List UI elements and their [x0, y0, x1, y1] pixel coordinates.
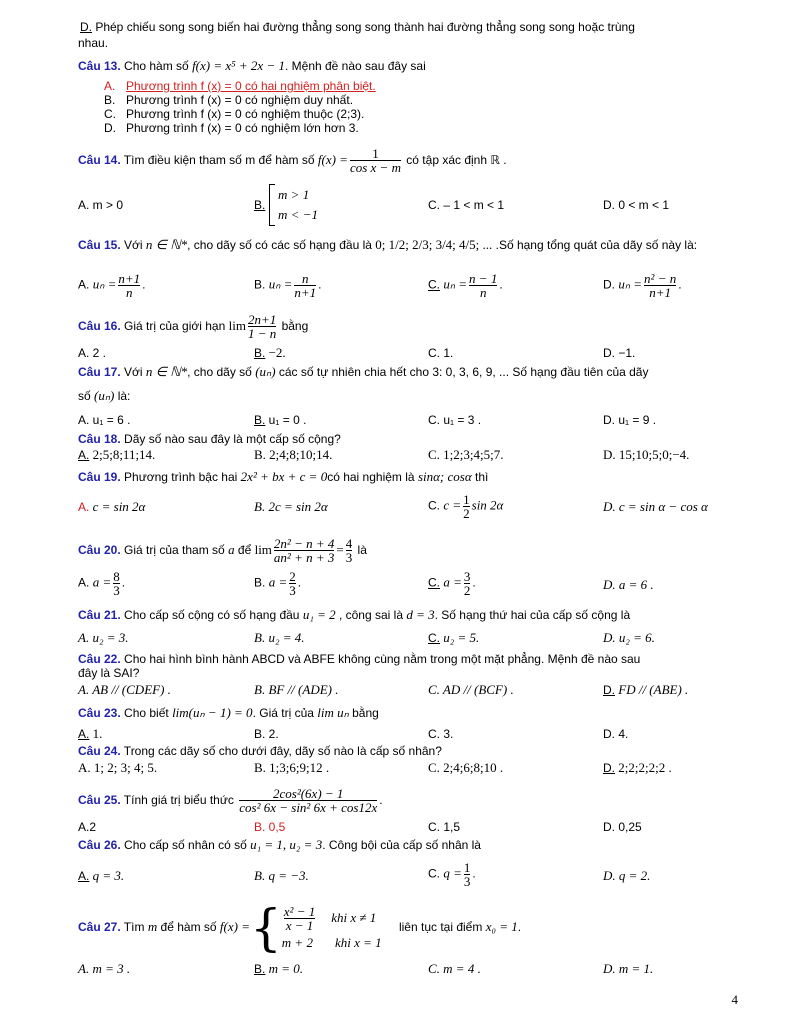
q15-answer-b[interactable]: B. uₙ = $\frac{n}{n+1}$ . [254, 271, 322, 300]
denominator: 2 [463, 506, 470, 521]
q13-option-d[interactable] [104, 122, 359, 135]
question-stem: Cho cấp số nhân có số [120, 838, 251, 852]
option-text: nhau. [78, 36, 109, 50]
q19-answer-d[interactable]: D. c = sin α − cos α [603, 499, 708, 514]
q26-answer-d[interactable]: D. q = 2. [603, 868, 651, 883]
option-letter: D. [104, 121, 116, 135]
page-number: 4 [731, 992, 738, 1007]
condition: n ∈ ℕ* [145, 364, 188, 379]
question-stem: Phương trình bậc hai [120, 470, 241, 484]
question-stem: , cho dãy số có các số hạng đầu là [187, 238, 376, 252]
text: là: [114, 389, 131, 403]
question-tail: . Số hạng thứ hai của cấp số cộng là [434, 608, 631, 622]
option-text: c = sin 2α [89, 499, 146, 514]
question-stem: Giá trị của giới hạn [120, 319, 229, 333]
common-difference: d = 3 [406, 607, 435, 622]
q15-answer-d[interactable]: D. uₙ = $\frac{\text{n² − n}}{n+1}$ . [603, 271, 682, 300]
q18-answer-b[interactable]: B. 2;4;8;10;14. [254, 447, 333, 462]
variable: a [228, 542, 235, 557]
question-stem: Cho cấp số cộng có số hạng đầu [120, 608, 303, 622]
question-stem: Tìm [120, 920, 148, 934]
formula-lhs: f(x) = [317, 152, 348, 167]
option-letter: B. [104, 93, 116, 107]
question-label: Câu 18. [78, 432, 121, 446]
q22-answer-d[interactable] [603, 683, 688, 697]
question-label: Câu 17. [78, 365, 121, 379]
option-letter: D. [603, 277, 615, 292]
question-21 [78, 608, 738, 622]
sequence: 0; 1/2; 2/3; 3/4; 4/5; ... [375, 237, 493, 252]
given: lim(uₙ − 1) = 0 [172, 705, 253, 720]
option-letter: B. [254, 575, 266, 590]
fraction [346, 537, 353, 564]
denominator: 3 [289, 583, 296, 598]
question-stem: có hai nghiệm là [327, 470, 418, 484]
fraction [350, 147, 401, 174]
variable: m [147, 919, 158, 934]
q24-answer-b[interactable]: B. 1;3;6;9;12 . [254, 760, 330, 775]
denominator: x − 1 [285, 918, 314, 934]
q27-answer-d[interactable]: D. m = 1. [603, 961, 654, 976]
question-14 [78, 146, 738, 174]
question-tail: . Mệnh đề nào sau đây sai [284, 59, 426, 73]
q17-answer-d[interactable]: D. u₁ = 9 . [603, 413, 657, 427]
option-text: Phương trình f (x) = 0 có nghiệm thuộc (2;3). [126, 107, 365, 121]
q14-answer-b[interactable] [254, 184, 318, 226]
condition: n ∈ ℕ* [145, 237, 188, 252]
question-stem: Cho hai hình bình hành ABCD và ABFE không cùng nằm trong một mặt phẳng. Mệnh đề nào sau [120, 652, 641, 666]
q22-answer-b[interactable]: B. BF // (ADE) . [254, 682, 339, 697]
q21-answer-c[interactable] [428, 631, 479, 645]
q14-answer-c[interactable]: C. – 1 < m < 1 [428, 198, 505, 212]
question-24 [78, 744, 738, 758]
option-text: u₂ = 5. [440, 630, 480, 645]
option-text: 2;2;2;2;2 . [615, 760, 672, 775]
option-letter: C. [104, 107, 116, 121]
sequence-name: (uₙ) [94, 388, 115, 403]
q15-answer-c[interactable]: C. uₙ = $\frac{n - 1}{n}$ . [428, 271, 503, 300]
question-tail: . Công bội của cấp số nhân là [322, 838, 481, 852]
numerator: 2n² − n + 4 [273, 536, 335, 552]
case-1: m > 1 [278, 187, 310, 202]
q22-answer-a[interactable]: A. AB // (CDEF) . [78, 682, 171, 697]
option-letter: A. [78, 727, 90, 741]
q25-answer-d[interactable]: D. 0,25 [603, 820, 642, 834]
value: m + 2 [281, 935, 313, 951]
numerator: 1 [372, 146, 379, 162]
option-text: −2. [265, 345, 286, 360]
question-20 [78, 536, 738, 564]
sequence-name: (uₙ) [255, 364, 276, 379]
question-23 [78, 706, 738, 720]
option-letter: D. [603, 683, 615, 697]
question-stem: , cho dãy số [187, 365, 256, 379]
q16-answer-c[interactable]: C. 1. [428, 346, 454, 360]
question-stem: Cho biết [120, 706, 173, 720]
q19-answer-a[interactable] [78, 500, 145, 514]
q17-answer-b[interactable] [254, 413, 306, 427]
bracket [269, 184, 275, 226]
numerator: n − 1 [469, 271, 498, 286]
option-text: 2;5;8;11;14. [89, 447, 156, 462]
option-letter: D. [603, 761, 615, 775]
q24-answer-d[interactable] [603, 761, 672, 775]
option-letter: B. [254, 413, 266, 427]
formula-lhs: f(x) = [219, 919, 250, 934]
option-letter: B. [254, 277, 266, 292]
numerator: 2cos²(6x) − 1 [273, 786, 344, 802]
denominator: cos x − m [349, 160, 401, 176]
fraction [284, 905, 315, 932]
denominator: 3 [463, 874, 471, 889]
denominator: 3 [345, 550, 353, 566]
numerator: 1 [463, 860, 471, 875]
question-stem: . Giá trị của [252, 706, 318, 720]
question-label: Câu 27. [78, 920, 121, 934]
question-tail: . [517, 920, 522, 934]
question-label: Câu 26. [78, 838, 121, 852]
lhs: q = [443, 865, 462, 881]
option-text: Phương trình f (x) = 0 có nghiệm duy nhất. [126, 93, 354, 107]
option-text: FD // (ABE) . [615, 682, 689, 697]
ask: lim uₙ [317, 705, 349, 720]
question-27 [78, 898, 738, 956]
q26-answer-c[interactable]: C. q = $\frac{1}{3}$ . [428, 860, 476, 889]
q20-answer-c[interactable]: C. a = $\frac{3}{2}$ . [428, 569, 476, 598]
q19-answer-c[interactable] [428, 493, 503, 520]
denominator: 1 − n [247, 326, 277, 342]
q20-answer-a[interactable]: A. a = $\frac{8}{3}$ . [78, 569, 126, 598]
q21-answer-d[interactable]: D. u₂ = 6. [603, 630, 655, 645]
fraction [464, 570, 471, 597]
option-letter: A. [104, 79, 116, 93]
piece-2 [282, 936, 382, 950]
numerator: 4 [345, 536, 353, 552]
option-letter: A. [78, 575, 90, 590]
q16-answer-b[interactable] [254, 346, 286, 360]
denominator: an² + n + 3 [273, 550, 335, 566]
denominator: n+1 [644, 285, 676, 299]
fraction [113, 570, 120, 597]
q13-option-b[interactable] [104, 94, 353, 107]
numerator: 8 [113, 569, 120, 584]
q18-answer-a[interactable] [78, 448, 155, 462]
question-label: Câu 16. [78, 319, 121, 333]
question-15 [78, 238, 738, 252]
question-stem: Tính giá trị biểu thức [120, 793, 238, 807]
option-letter: B. [254, 198, 266, 212]
question-tail: có tập xác định ℝ . [402, 153, 507, 167]
lhs: uₙ = [443, 276, 468, 292]
fraction [248, 313, 276, 340]
lhs: a = [443, 574, 462, 590]
question-stem: đây là SAI? [78, 666, 140, 680]
first-term: u₁ = 2 [302, 607, 336, 622]
q18-answer-c[interactable]: C. 1;2;3;4;5;7. [428, 447, 504, 462]
q17-answer-a[interactable]: A. u₁ = 6 . [78, 413, 131, 427]
option-letter: B. [254, 346, 266, 360]
option-letter: C. [428, 498, 440, 513]
point: x₀ = 1 [485, 919, 518, 934]
q23-answer-c[interactable]: C. 3. [428, 727, 454, 741]
lhs: uₙ = [268, 276, 293, 292]
q14-answer-a[interactable]: A. m > 0 [78, 198, 124, 212]
question-stem: Với [120, 365, 146, 379]
q21-answer-b[interactable]: B. u₂ = 4. [254, 630, 305, 645]
q20-answer-d[interactable]: D. a = 6 . [603, 577, 654, 592]
question-label: Câu 15. [78, 238, 121, 252]
q25-answer-c[interactable]: C. 1,5 [428, 820, 461, 834]
question-stem: Trong các dãy số cho dưới đây, dãy số nào là cấp số nhân? [120, 744, 442, 758]
numerator: 2n+1 [247, 312, 277, 328]
numerator: 2 [289, 569, 296, 584]
terms: u₁ = 1, u₂ = 3 [250, 837, 323, 852]
q24-answer-c[interactable]: C. 2;4;6;8;10 . [428, 760, 504, 775]
q23-answer-d[interactable]: D. 4. [603, 727, 629, 741]
denominator: n+1 [294, 285, 317, 300]
question-26 [78, 838, 738, 852]
q26-answer-b[interactable]: B. q = −3. [254, 868, 309, 883]
option-d-line [78, 20, 738, 34]
numerator: 3 [463, 569, 471, 584]
question-label: Câu 21. [78, 608, 121, 622]
q22-answer-c[interactable]: C. AD // (BCF) . [428, 682, 514, 697]
numerator: n [302, 271, 309, 286]
denominator: 3 [113, 583, 120, 598]
question-25 [78, 786, 738, 814]
question-tail: là [354, 543, 367, 557]
lhs: a = [268, 574, 288, 590]
fraction [464, 861, 471, 888]
q18-answer-d[interactable]: D. 15;10;5;0;−4. [603, 447, 690, 462]
q27-answer-b[interactable] [254, 962, 303, 976]
question-label: Câu 23. [78, 706, 121, 720]
option-letter: C. [428, 866, 440, 881]
question-label: Câu 14. [78, 153, 121, 167]
option-letter: A. [78, 500, 90, 514]
question-19 [78, 470, 738, 484]
fraction [118, 272, 140, 299]
roots: sinα; cosα [417, 469, 472, 484]
q23-answer-b[interactable]: B. 2. [254, 727, 279, 741]
question-13 [78, 59, 738, 73]
q16-answer-a[interactable]: A. 2 . [78, 346, 107, 360]
option-letter: B. [254, 962, 266, 976]
q25-answer-a[interactable]: A.2 [78, 820, 97, 834]
option-text: 1. [89, 726, 103, 741]
condition: khi x ≠ 1 [331, 910, 377, 925]
numerator: n+1 [118, 271, 141, 286]
equals: = [336, 542, 344, 557]
option-letter: A. [78, 277, 90, 292]
option-d-continuation [78, 36, 738, 50]
option-text: m = 0. [265, 961, 304, 976]
q17-answer-c[interactable]: C. u₁ = 3 . [428, 413, 482, 427]
numerator: 1 [463, 492, 470, 507]
numerator: n² − n [644, 271, 677, 286]
question-tail: bằng [348, 706, 379, 720]
question-stem: các số tự nhiên chia hết cho 3: 0, 3, 6, 9, ... Số hạng đầu tiên của dãy [275, 365, 649, 379]
q25-answer-b[interactable]: B. 0,5 [254, 820, 286, 834]
question-17-continuation [78, 389, 738, 403]
denominator: n [469, 285, 497, 299]
rhs: sin 2α [471, 497, 504, 513]
piecewise [282, 905, 382, 950]
lhs: a = [92, 574, 112, 590]
question-label: Câu 20. [78, 543, 121, 557]
question-label: Câu 13. [78, 59, 121, 73]
question-17 [78, 365, 738, 379]
question-tail: thì [471, 470, 489, 484]
question-tail: . [379, 793, 383, 807]
question-22-continuation [78, 666, 738, 680]
question-stem: Tìm điều kiện tham số m để hàm số [120, 153, 318, 167]
question-tail: bằng [278, 319, 309, 333]
fraction [294, 272, 316, 299]
lhs: c = [443, 497, 462, 513]
text: số [78, 389, 95, 403]
q16-answer-d[interactable]: D. −1. [603, 346, 636, 360]
numerator: x² − 1 [283, 904, 316, 920]
option-text: Phương trình f (x) = 0 có hai nghiệm phân biệt. [126, 79, 376, 93]
q19-answer-b[interactable]: B. 2c = sin 2α [254, 499, 328, 514]
denominator: 2 [463, 583, 471, 598]
option-letter: C. [428, 277, 440, 292]
lhs: uₙ = [92, 276, 117, 292]
question-tail: .Số hạng tổng quát của dãy số này là: [492, 238, 698, 252]
question-stem: để hàm số [157, 920, 220, 934]
fraction [274, 537, 334, 564]
q27-answer-c[interactable]: C. m = 4 . [428, 961, 481, 976]
question-stem: , công sai là [335, 608, 407, 622]
q23-answer-a[interactable] [78, 727, 102, 741]
fraction [469, 272, 497, 299]
option-letter: C. [428, 575, 440, 590]
question-stem: Cho hàm số [120, 59, 193, 73]
question-label: Câu 24. [78, 744, 121, 758]
option-letter: A. [78, 448, 90, 462]
q21-answer-a[interactable]: A. u₂ = 3. [78, 630, 129, 645]
fraction [644, 272, 676, 299]
lim: lim [228, 318, 246, 333]
q27-answer-a[interactable]: A. m = 3 . [78, 961, 131, 976]
q14-answer-d[interactable]: D. 0 < m < 1 [603, 198, 670, 212]
question-22 [78, 652, 738, 666]
equation: 2x² + bx + c = 0 [240, 469, 328, 484]
question-stem: Với [120, 238, 146, 252]
q15-answer-a[interactable]: A. uₙ = $\frac{n+1}{n}$ . [78, 271, 146, 300]
fraction [239, 787, 377, 814]
fraction [289, 570, 296, 597]
question-18 [78, 432, 738, 446]
option-text: u₁ = 0 . [265, 413, 307, 427]
lim: lim [254, 542, 272, 557]
lhs: uₙ = [618, 276, 643, 292]
q20-answer-b[interactable]: B. a = $\frac{2}{3}$ . [254, 569, 302, 598]
question-tail: liên tục tại điểm [395, 920, 486, 934]
fraction [463, 493, 470, 520]
denominator: n [118, 285, 140, 299]
option-text: q = 3. [89, 868, 125, 883]
formula: f(x) = x⁵ + 2x − 1 [192, 58, 285, 73]
question-stem: Giá trị của tham số [120, 543, 229, 557]
question-16 [78, 312, 738, 340]
question-stem: Dãy số nào sau đây là một cấp số cộng? [120, 432, 341, 446]
case-2: m < −1 [278, 207, 318, 222]
question-stem: để [234, 543, 255, 557]
option-letter: C. [428, 631, 440, 645]
option-text: Phương trình f (x) = 0 có nghiệm lớn hơn 3. [126, 121, 359, 135]
option-letter: D. [80, 20, 92, 34]
q13-option-a[interactable] [104, 80, 376, 93]
q24-answer-a[interactable]: A. 1; 2; 3; 4; 5. [78, 760, 158, 775]
denominator: cos² 6x − sin² 6x + cos12x [239, 800, 378, 816]
question-label: Câu 19. [78, 470, 121, 484]
question-label: Câu 25. [78, 793, 121, 807]
q26-answer-a[interactable] [78, 869, 124, 883]
option-letter: A. [78, 869, 90, 883]
condition: khi x = 1 [334, 935, 382, 951]
left-brace: { [249, 898, 282, 957]
piece-1 [282, 905, 382, 932]
system [278, 185, 318, 225]
q13-option-c[interactable] [104, 108, 364, 121]
question-label: Câu 22. [78, 652, 121, 666]
option-text: Phép chiếu song song biến hai đường thẳng song song thành hai đường thẳng song song hoặc trùng [92, 20, 635, 34]
